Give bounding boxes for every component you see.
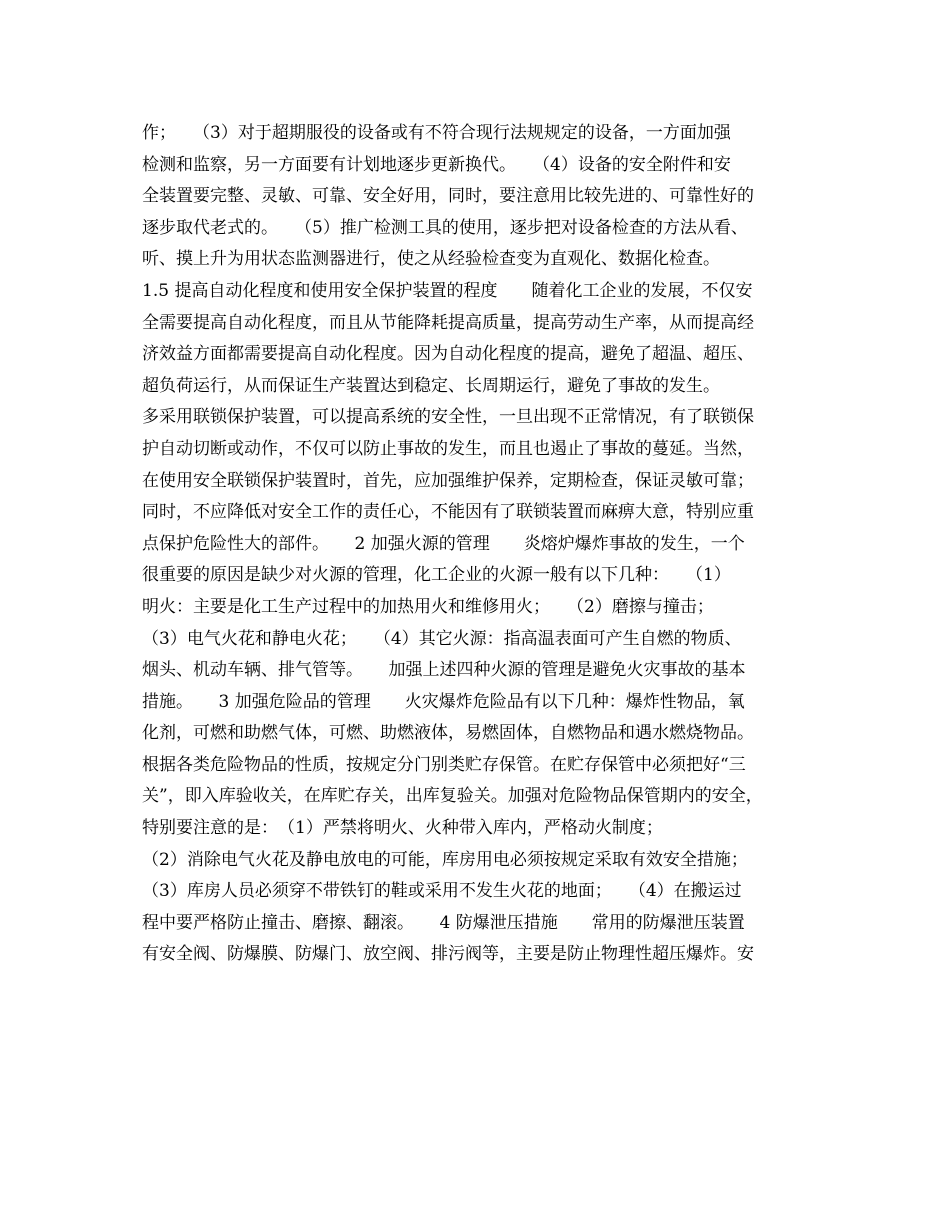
text-line: 同时，不应降低对安全工作的责任心，不能因有了联锁装置而麻痹大意，特别应重 [142,502,754,523]
text-line: 在使用安全联锁保护装置时，首先，应加强维护保养，定期检查，保证灵敏可靠； [142,470,754,491]
text-line: 关”，即入库验收关，在库贮存关，出库复验关。加强对危险物品保管期内的安全， [142,786,763,807]
text-line: 有安全阀、防爆膜、防爆门、放空阀、排污阀等，主要是防止物理性超压爆炸。安 [142,944,754,965]
text-line: 护自动切断或动作，不仅可以防止事故的发生，而且也遏止了事故的蔓延。当然， [142,438,754,459]
text-line: 很重要的原因是缺少对火源的管理，化工企业的火源一般有以下几种： （1） [142,565,731,586]
text-line: 程中要严格防止撞击、磨擦、翻滚。 4 防爆泄压措施 常用的防爆泄压装置 [142,912,745,933]
text-line: 明火：主要是化工生产过程中的加热用火和维修用火； （2）磨擦与撞击； [142,596,714,617]
text-line: （2）消除电气火花及静电放电的可能，库房用电必须按规定采取有效安全措施； [142,849,748,870]
text-line: 化剂，可燃和助燃气体，可燃、助燃液体，易燃固体，自燃物品和遇水燃烧物品。 [142,723,754,744]
text-line: 逐步取代老式的。 （5）推广检测工具的使用，逐步把对设备检查的方法从看、 [142,217,748,238]
text-line: 济效益方面都需要提高自动化程度。因为自动化程度的提高，避免了超温、超压、 [142,344,754,365]
text-line: 特别要注意的是： （1）严禁将明火、火种带入库内，严格动火制度； [142,818,663,839]
text-line: 全需要提高自动化程度，而且从节能降耗提高质量，提高劳动生产率，从而提高经 [142,312,754,333]
text-line: 根据各类危险物品的性质，按规定分门别类贮存保管。在贮存保管中必须把好“三 [142,754,746,775]
text-line: 超负荷运行，从而保证生产装置达到稳定、长周期运行，避免了事故的发生。 [142,375,720,396]
text-line: 点保护危险性大的部件。 2 加强火源的管理 炎熔炉爆炸事故的发生，一个 [142,533,745,554]
text-line: 检测和监察，另一方面要有计划地逐步更新换代。 （4）设备的安全附件和安 [142,154,731,175]
body-text [142,118,822,971]
text-line: 1.5 提高自动化程度和使用安全保护装置的程度 随着化工企业的发展，不仅安 [142,280,753,301]
text-line: 作； （3）对于超期服役的设备或有不符合现行法规规定的设备，一方面加强 [142,123,731,143]
text-line: 多采用联锁保护装置，可以提高系统的安全性，一旦出现不正常情况，有了联锁保 [142,407,754,428]
text-line: （3）电气火花和静电火花； （4）其它火源：指高温表面可产生自燃的物质、 [142,628,742,649]
text-line: 烟头、机动车辆、排气管等。 加强上述四种火源的管理是避免火灾事故的基本 [142,660,746,681]
text-line: 措施。 3 加强危险品的管理 火灾爆炸危险品有以下几种：爆炸性物品，氧 [142,691,745,712]
text-line: 听、摸上升为用状态监测器进行，使之从经验检查变为直观化、数据化检查。 [142,249,720,270]
text-line: （3）库房人员必须穿不带铁钉的鞋或采用不发生火花的地面； （4）在搬运过 [142,881,742,902]
text-line: 全装置要完整、灵敏、可靠、安全好用，同时，要注意用比较先进的、可靠性好的 [142,186,754,207]
